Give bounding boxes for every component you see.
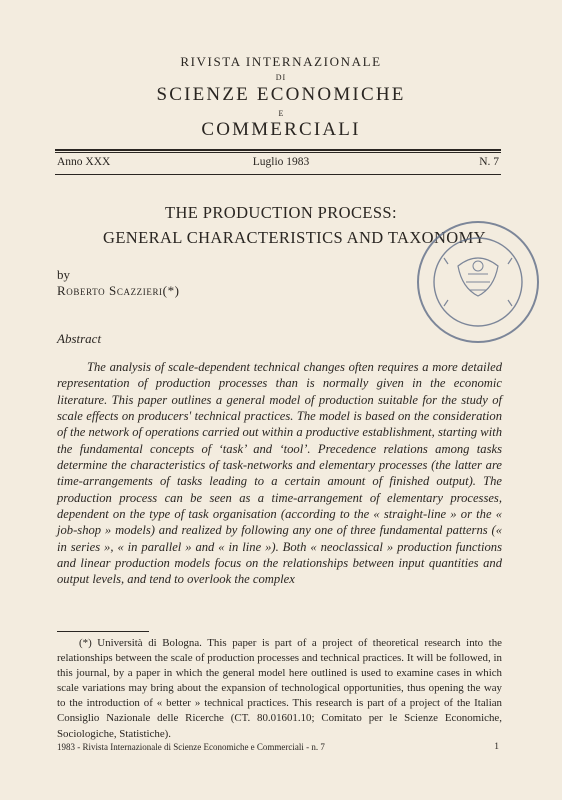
journal-name-e: E bbox=[278, 109, 284, 118]
footer-citation: 1983 - Rivista Internazionale di Scienze Economiche e Commerciali - n. 7 bbox=[57, 742, 325, 752]
footnote-rule bbox=[57, 631, 149, 632]
issue-date: Luglio 1983 bbox=[252, 156, 310, 168]
page-number: 1 bbox=[494, 742, 499, 752]
header-rule-thick bbox=[55, 149, 501, 151]
article-title-line1: THE PRODUCTION PROCESS: bbox=[165, 203, 397, 222]
abstract-heading: Abstract bbox=[57, 331, 102, 346]
footnote-text: (*) Università di Bologna. This paper is part of a project of theoretical research into the relationships between the scale of production processes and technical practices. It will be followed, in this journal, by a paper in which the general model here outlined is used to examine cases in which scale variations may bring about the expansion of technological opportunities, thus opening the way to the introduction of « better » technical practices. This research is part of a project of the Italian Consiglio Nazionale delle Ricerche (CT. 80.01601.10; Comitato per le Scienze Economiche, Sociologiche, Statistiche). bbox=[57, 637, 502, 740]
author-footnote-mark: (*) bbox=[162, 283, 180, 298]
article-title-line2: GENERAL CHARACTERISTICS AND TAXONOMY bbox=[103, 228, 486, 247]
journal-name-line3: COMMERCIALI bbox=[201, 119, 361, 140]
issue-number: N. 7 bbox=[479, 156, 499, 168]
library-stamp-icon bbox=[414, 218, 542, 346]
header-rule-thin bbox=[55, 152, 501, 153]
abstract-body: The analysis of scale-dependent technical changes often requires a more detailed representation of production processes than is normally given in the economic literature. This paper outlines a general model of production suitable for the study of scale effects on producers' technical practices. The model is based on the consideration of the network of operations carried out within a productive establishment, starting with the fundamental concepts of ‘task’ and ‘tool’. Precedence relations among tasks determine the characteristics of task-networks and elementary processes (the latter are time-arrangements of tasks leading to a certain amount of finished output). The production process can be seen as a time-arrangement of elementary processes, dependent on the type of task organisation (according to the « straight-line » or the « job-shop » models) and realized by following any one of three fundamental patterns (« in series », « in parallel » and « in line »). Both « neoclassical » production functions and linear production models focus on the relationships between input quantities and output levels, and tend to overlook the complex bbox=[57, 360, 502, 587]
author-last-name: Scazzieri bbox=[109, 283, 163, 298]
author-first-name: Roberto bbox=[57, 283, 106, 298]
journal-name-line1: RIVISTA INTERNAZIONALE bbox=[180, 54, 382, 69]
issue-year: Anno XXX bbox=[57, 156, 111, 168]
journal-name-di: DI bbox=[275, 73, 287, 82]
author-name bbox=[57, 283, 180, 299]
journal-name-line2: SCIENZE ECONOMICHE bbox=[156, 84, 406, 105]
byline-by: by bbox=[57, 267, 70, 282]
issue-rule bbox=[55, 174, 501, 175]
